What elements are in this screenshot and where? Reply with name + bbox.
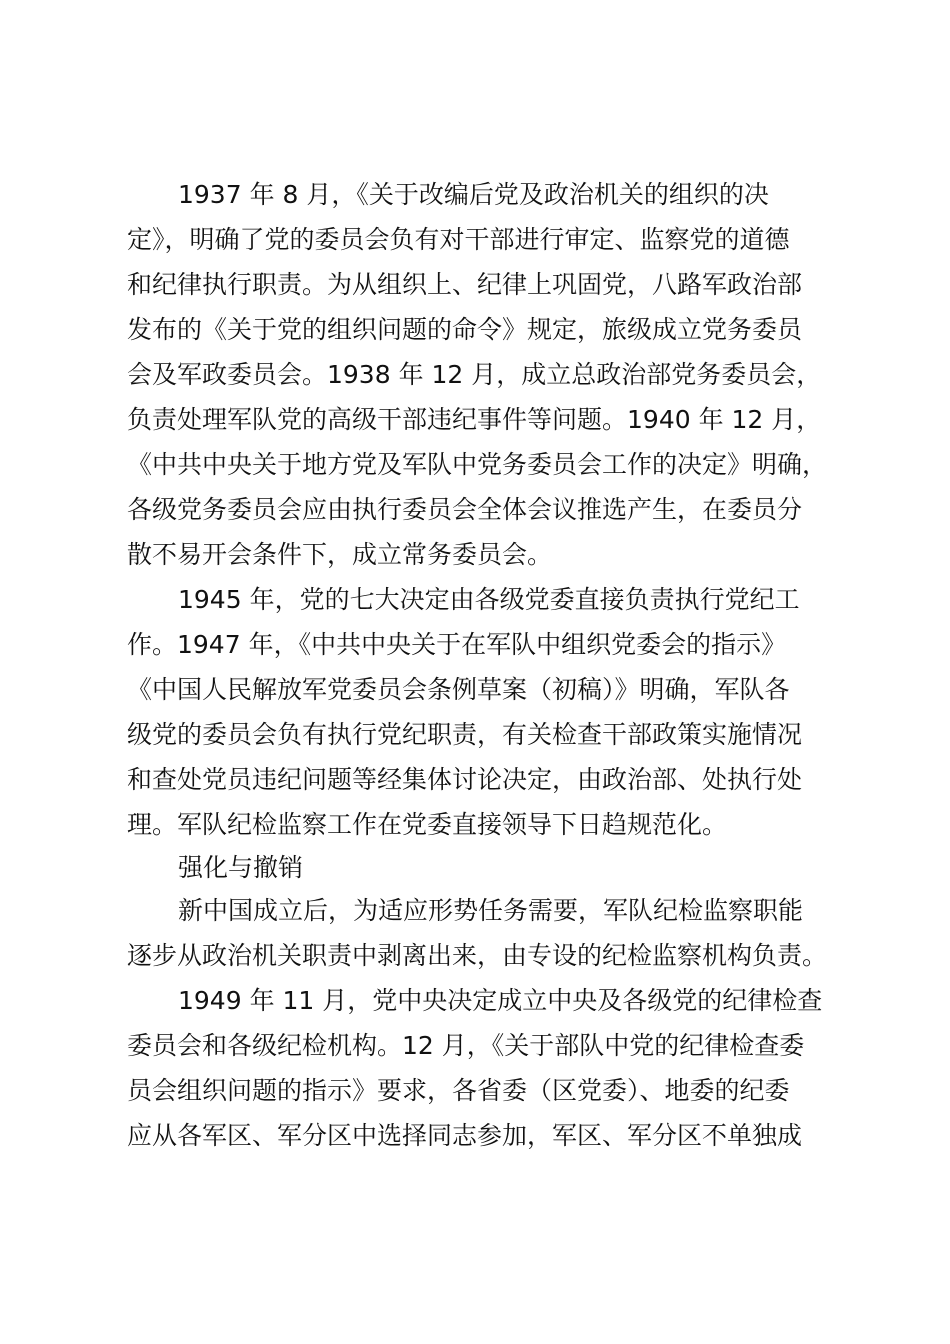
text-line: 发布的《关于党的组织问题的命令》规定，旅级成立党务委员 bbox=[127, 315, 803, 344]
text-line: 理。军队纪检监察工作在党委直接领导下日趋规范化。 bbox=[127, 810, 728, 839]
text-line: 委员会和各级纪检机构。12 月，《关于部队中党的纪律检查委 bbox=[127, 1031, 805, 1060]
text-line: 和查处党员违纪问题等经集体讨论决定，由政治部、处执行处 bbox=[127, 765, 803, 794]
text-line: 作。1947 年，《中共中央关于在军队中组织党委会的指示》 bbox=[127, 630, 787, 659]
section-heading: 强化与撤销 bbox=[178, 853, 304, 882]
text-line: 《中共中央关于地方党及军队中党务委员会工作的决定》明确， bbox=[127, 450, 828, 479]
text-line: 逐步从政治机关职责中剥离出来，由专设的纪检监察机构负责。 bbox=[127, 941, 828, 970]
text-line: 会及军政委员会。1938 年 12 月，成立总政治部党务委员会， bbox=[127, 360, 822, 389]
text-line: 1937 年 8 月，《关于改编后党及政治机关的组织的决 bbox=[178, 180, 769, 209]
text-line: 定》，明确了党的委员会负有对干部进行审定、监察党的道德 bbox=[127, 225, 790, 254]
text-line: 和纪律执行职责。为从组织上、纪律上巩固党，八路军政治部 bbox=[127, 270, 803, 299]
text-line: 级党的委员会负有执行党纪职责，有关检查干部政策实施情况 bbox=[127, 720, 803, 749]
text-line: 员会组织问题的指示》要求，各省委（区党委）、地委的纪委 bbox=[127, 1076, 790, 1105]
text-line: 各级党务委员会应由执行委员会全体会议推选产生，在委员分 bbox=[127, 495, 803, 524]
text-line: 1945 年，党的七大决定由各级党委直接负责执行党纪工 bbox=[178, 585, 800, 614]
text-line: 新中国成立后，为适应形势任务需要，军队纪检监察职能 bbox=[178, 896, 804, 925]
text-line: 1949 年 11 月，党中央决定成立中央及各级党的纪律检查 bbox=[178, 986, 823, 1015]
text-line: 《中国人民解放军党委员会条例草案（初稿）》明确，军队各 bbox=[127, 675, 790, 704]
text-line: 散不易开会条件下，成立常务委员会。 bbox=[127, 540, 553, 569]
text-line: 负责处理军队党的高级干部违纪事件等问题。1940 年 12 月， bbox=[127, 405, 822, 434]
text-line: 应从各军区、军分区中选择同志参加，军区、军分区不单独成 bbox=[127, 1121, 803, 1150]
